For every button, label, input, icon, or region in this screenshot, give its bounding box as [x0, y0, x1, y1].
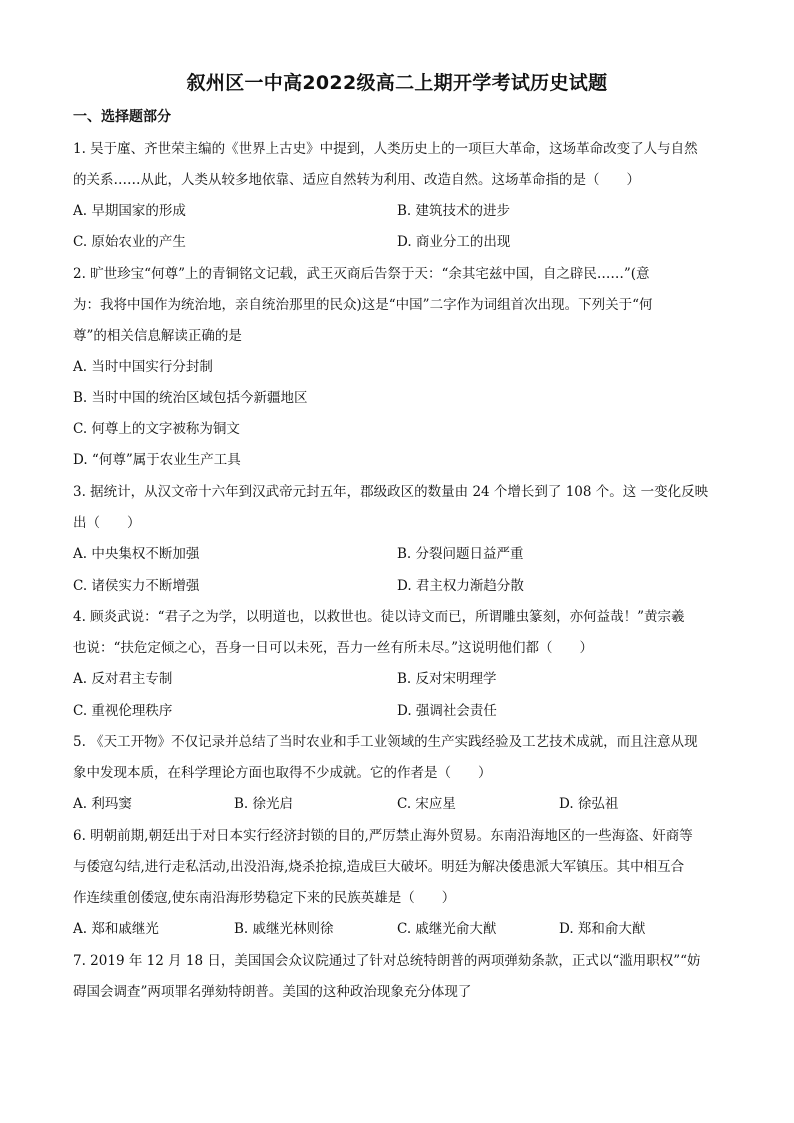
q6-option-b: B. 戚继光林则徐	[234, 921, 334, 937]
page-title: 叙州区一中高2022级高二上期开学考试历史试题	[186, 72, 608, 94]
q1-option-a: A. 早期国家的形成	[73, 203, 186, 219]
q5-line-1: 5. 《天工开物》不仅记录并总结了当时农业和手工业领域的生产实践经验及工艺技术成就，而且注意从现	[73, 734, 698, 750]
q5-option-d: D. 徐弘祖	[559, 796, 619, 812]
q2-line-3: 尊”的相关信息解读正确的是	[73, 328, 242, 344]
q2-option-c: C. 何尊上的文字被称为铜文	[73, 421, 240, 437]
q2-line-2: 为：我将中国作为统治地，亲自统治那里的民众)这是“中国”二字作为词组首次出现。下列关于“何	[73, 297, 653, 313]
q2-option-a: A. 当时中国实行分封制	[73, 359, 213, 375]
q1-option-d: D. 商业分工的出现	[397, 234, 511, 250]
q7-line-1: 7. 2019 年 12 月 18 日，美国国会众议院通过了针对总统特朗普的两项弹劾条款，正式以“滥用职权”“妨	[73, 953, 701, 969]
q6-option-d: D. 郑和俞大猷	[559, 921, 646, 937]
q2-option-b: B. 当时中国的统治区域包括今新疆地区	[73, 390, 308, 406]
q1-line-2: 的关系……从此，人类从较多地依靠、适应自然转为利用、改造自然。这场革命指的是（ ）	[73, 172, 640, 188]
q4-option-c: C. 重视伦理秩序	[73, 703, 173, 719]
q5-option-c: C. 宋应星	[397, 796, 456, 812]
q2-line-1: 2. 旷世珍宝“何尊”上的青铜铭文记载，武王灭商后告祭于天：“余其宅兹中国，自之辟民……”(意	[73, 266, 650, 282]
q7-line-2: 碍国会调查”两项罪名弹劾特朗普。美国的这种政治现象充分体现了	[73, 984, 472, 1000]
q3-option-d: D. 君主权力渐趋分散	[397, 578, 524, 594]
q5-line-2: 象中发现本质，在科学理论方面也取得不少成就。它的作者是（ ）	[73, 765, 492, 781]
q6-option-a: A. 郑和戚继光	[73, 921, 159, 937]
q1-line-1: 1. 吴于廑、齐世荣主编的《世界上古史》中提到，人类历史上的一项巨大革命，这场革命改变了人与自然	[73, 141, 698, 157]
q6-line-1: 6. 明朝前期,朝廷出于对日本实行经济封锁的目的,严厉禁止海外贸易。东南沿海地区的一些海盗、奸商等	[73, 828, 693, 844]
q4-line-2: 也说：“扶危定倾之心，吾身一日可以未死，吾力一丝有所未尽。”这说明他们都（ ）	[73, 640, 594, 656]
q6-option-c: C. 戚继光俞大猷	[397, 921, 497, 937]
q3-line-2: 出（ ）	[73, 515, 141, 531]
q4-line-1: 4. 顾炎武说：“君子之为学，以明道也，以救世也。徒以诗文而已，所谓雕虫篆刻，亦何益哉！”黄宗羲	[73, 609, 685, 625]
q1-option-c: C. 原始农业的产生	[73, 234, 186, 250]
q5-option-b: B. 徐光启	[234, 796, 294, 812]
q4-option-d: D. 强调社会责任	[397, 703, 497, 719]
q6-line-2: 与倭寇勾结,进行走私活动,出没沿海,烧杀抢掠,造成巨大破坏。明廷为解决倭患派大军镇压。其中相互合	[73, 859, 685, 875]
q2-option-d: D. “何尊”属于农业生产工具	[73, 452, 241, 468]
q1-option-b: B. 建筑技术的进步	[397, 203, 511, 219]
q5-option-a: A. 利玛窦	[73, 796, 132, 812]
q6-line-3: 作连续重创倭寇,使东南沿海形势稳定下来的民族英雄是（ ）	[73, 890, 456, 906]
q3-option-b: B. 分裂问题日益严重	[397, 546, 524, 562]
section-heading: 一、选择题部分	[73, 109, 171, 125]
q4-option-a: A. 反对君主专制	[73, 671, 173, 687]
q3-option-a: A. 中央集权不断加强	[73, 546, 200, 562]
q3-option-c: C. 诸侯实力不断增强	[73, 578, 200, 594]
q3-line-1: 3. 据统计，从汉文帝十六年到汉武帝元封五年，郡级政区的数量由 24 个增长到了 108 个。这 一变化反映	[73, 484, 709, 500]
q4-option-b: B. 反对宋明理学	[397, 671, 497, 687]
